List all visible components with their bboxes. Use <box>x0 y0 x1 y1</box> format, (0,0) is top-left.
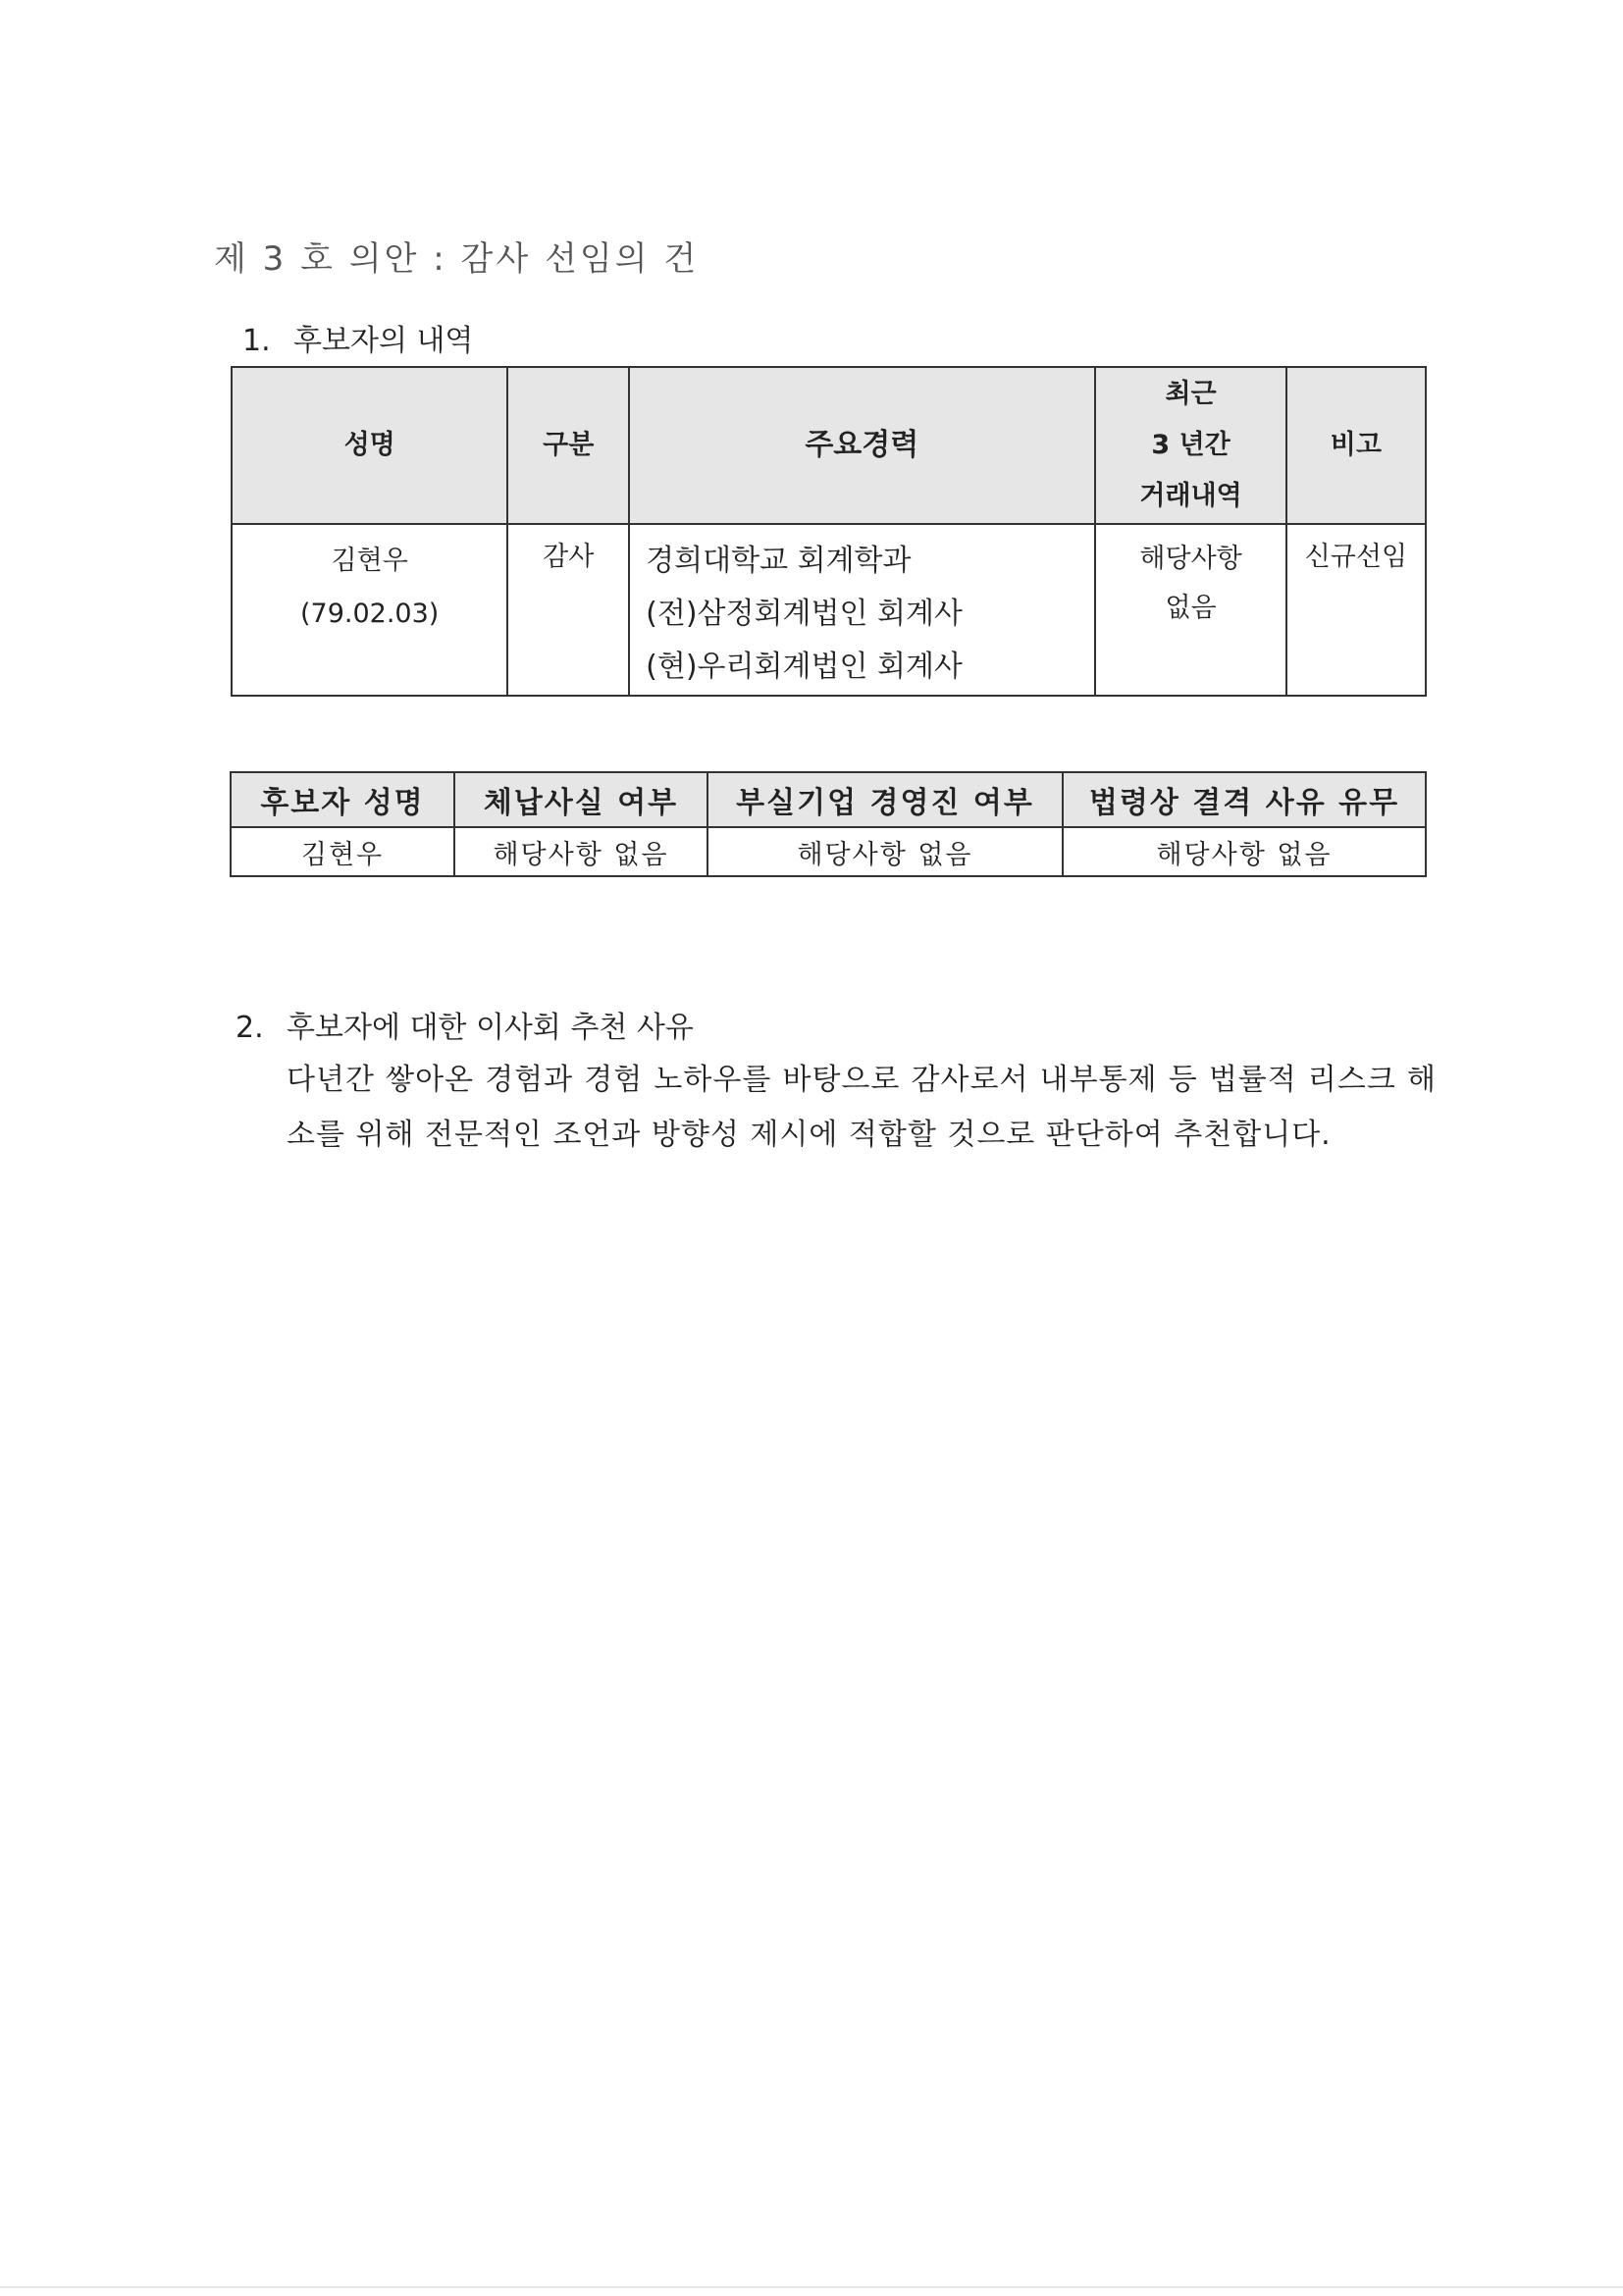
section-1-title: 후보자의 내역 <box>293 324 474 358</box>
header-note: 비고 <box>1286 367 1426 524</box>
status-header-insolvent: 부실기업 경영진 여부 <box>707 772 1063 827</box>
recent-line1: 해당사항 <box>1139 544 1242 574</box>
scan-edge-divider <box>0 2286 1623 2288</box>
status-header-name: 후보자 성명 <box>231 772 454 827</box>
cell-career <box>629 524 1095 696</box>
status-table-header-row <box>231 772 1426 827</box>
career-line: (현)우리회계법인 회계사 <box>646 650 963 684</box>
cell-type: 감사 <box>507 524 629 696</box>
cell-recent-transactions <box>1095 524 1285 696</box>
header-career: 주요경력 <box>629 367 1095 524</box>
section-2-number: 2. <box>236 1011 264 1045</box>
header-recent-transactions <box>1095 367 1285 524</box>
header-type: 구분 <box>507 367 629 524</box>
section-2-title: 후보자에 대한 이사회 추천 사유 <box>287 1011 694 1045</box>
cell-note: 신규선임 <box>1286 524 1426 696</box>
status-cell-arrears: 해당사항 없음 <box>454 827 707 876</box>
cell-name <box>232 524 507 696</box>
status-cell-disqualification: 해당사항 없음 <box>1063 827 1426 876</box>
header-name: 성명 <box>232 367 507 524</box>
status-table <box>230 771 1427 877</box>
section-1-heading <box>242 316 473 359</box>
header-recent-line1: 최근 <box>1165 379 1217 409</box>
header-recent-line3: 거래내역 <box>1139 481 1242 511</box>
recommendation-reason-text: 다년간 쌓아온 경험과 경험 노하우를 바탕으로 감사로서 내부통제 등 법률적 리스크 해소를 위해 전문적인 조언과 방향성 제시에 적합할 것으로 판단하여 추천합니다. <box>287 1063 1437 1152</box>
career-line: 경희대학교 회계학과 <box>646 544 912 578</box>
header-recent-line2: 3 년간 <box>1151 430 1230 460</box>
candidate-table-header-row <box>232 367 1426 524</box>
table-row <box>231 827 1426 876</box>
career-line: (전)삼정회계법인 회계사 <box>646 597 963 631</box>
status-header-arrears: 체납사실 여부 <box>454 772 707 827</box>
status-cell-insolvent: 해당사항 없음 <box>707 827 1063 876</box>
status-header-disqualification: 법령상 결격 사유 유무 <box>1063 772 1426 827</box>
section-2-heading <box>236 1003 694 1046</box>
section-1-number: 1. <box>242 324 271 358</box>
table-row <box>232 524 1426 696</box>
status-cell-name: 김현우 <box>231 827 454 876</box>
candidate-table <box>231 366 1427 697</box>
candidate-name: 김현우 <box>331 546 408 576</box>
recent-line2: 없음 <box>1165 593 1217 623</box>
candidate-birthdate: (79.02.03) <box>300 599 440 629</box>
page-title: 제 3 호 의안 : 감사 선임의 건 <box>214 239 700 279</box>
